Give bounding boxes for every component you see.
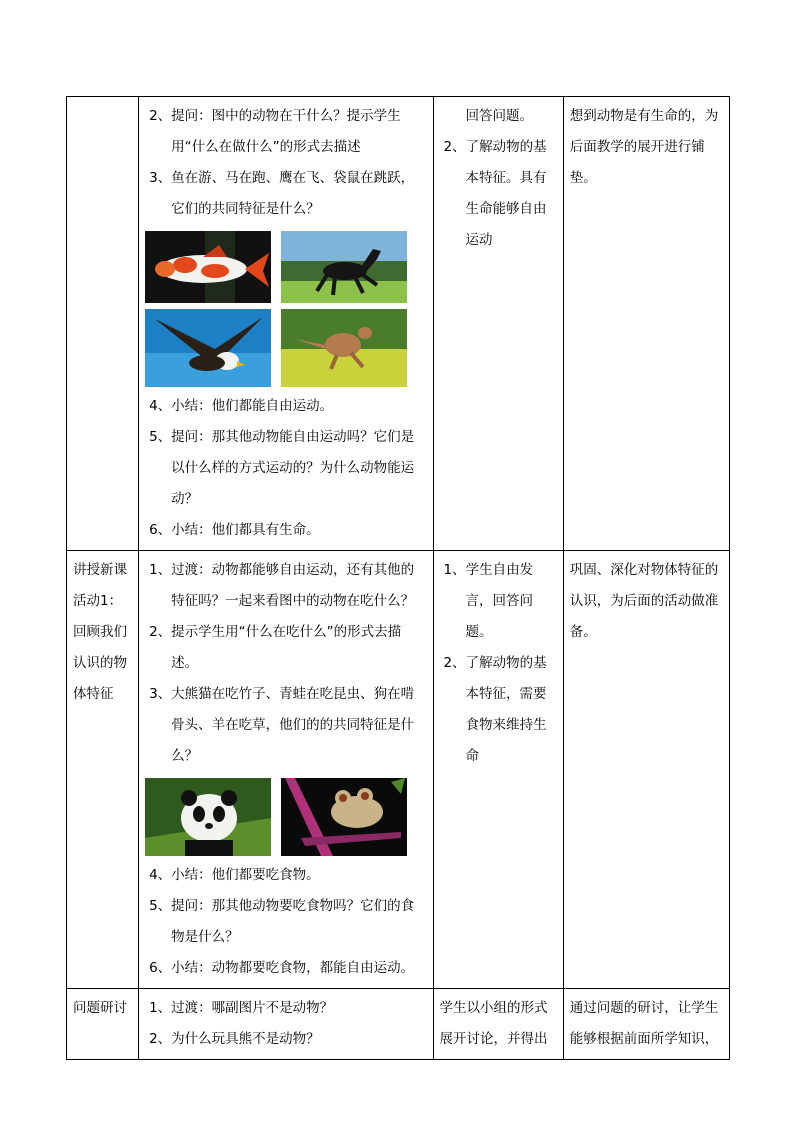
design-intent-cell xyxy=(563,551,729,989)
student-step: 1、学生自由发言，回答问题。 xyxy=(443,562,534,640)
teacher-step: 2、提示学生用“什么在吃什么”的形式去描述。 xyxy=(149,624,402,671)
table-row xyxy=(67,989,730,1060)
lesson-plan-table xyxy=(66,96,730,1060)
design-intent-text: 通过问题的研讨，让学生能够根据前面所学知识， xyxy=(569,1000,719,1047)
teacher-step: 3、鱼在游、马在跑、鹰在飞、袋鼠在跳跃，它们的共同特征是什么？ xyxy=(149,170,415,217)
student-step: 学生以小组的形式展开讨论，并得出 xyxy=(439,1000,548,1047)
stage-cell xyxy=(67,989,139,1060)
stage-text xyxy=(67,97,138,105)
student-step: 2、了解动物的基本特征，需要食物来维持生命 xyxy=(443,655,547,764)
teacher-step: 1、过渡：动物都能够自由运动，还有其他的特征吗？一起来看图中的动物在吃什么？ xyxy=(149,562,415,609)
student-step: 回答问题。 xyxy=(465,108,534,124)
teacher-activity-cell xyxy=(139,989,433,1060)
table-row xyxy=(67,97,730,551)
koi-fish-image xyxy=(145,231,271,303)
panda-image xyxy=(145,778,271,856)
teacher-step: 1、过渡：哪副图片不是动物？ xyxy=(149,1000,334,1016)
teacher-step: 6、小结：动物都要吃食物，都能自由运动。 xyxy=(149,960,415,976)
image-row xyxy=(145,778,426,856)
teacher-step: 2、为什么玩具熊不是动物？ xyxy=(149,1031,320,1047)
stage-text: 讲授新课活动1：回顾我们认识的物体特征 xyxy=(73,562,127,702)
horse-image xyxy=(281,231,407,303)
table-row xyxy=(67,551,730,989)
student-activity-cell xyxy=(433,989,563,1060)
student-activity-cell xyxy=(433,97,563,551)
design-intent-cell xyxy=(563,97,729,551)
design-intent-text: 想到动物是有生命的，为后面教学的展开进行铺垫。 xyxy=(569,108,719,186)
teacher-step: 5、提问：那其他动物要吃食物吗？它们的食物是什么？ xyxy=(149,898,415,945)
teacher-step: 4、小结：他们都能自由运动。 xyxy=(149,398,334,414)
student-step: 2、了解动物的基本特征。具有生命能够自由运动 xyxy=(443,139,547,248)
teacher-step: 5、提问：那其他动物能自由运动吗？它们是以什么样的方式运动的？为什么动物能运动？ xyxy=(149,429,415,507)
design-intent-text: 巩固、深化对物体特征的认识，为后面的活动做准备。 xyxy=(569,562,719,640)
stage-text: 问题研讨 xyxy=(73,1000,127,1016)
stage-cell xyxy=(67,551,139,989)
image-row xyxy=(145,309,426,387)
teacher-activity-cell xyxy=(139,551,433,989)
kangaroo-image xyxy=(281,309,407,387)
student-activity-cell xyxy=(433,551,563,989)
stage-cell xyxy=(67,97,139,551)
teacher-step: 3、大熊猫在吃竹子、青蛙在吃昆虫、狗在啃骨头、羊在吃草，他们的的共同特征是什么？ xyxy=(149,686,415,764)
teacher-activity-cell xyxy=(139,97,433,551)
teacher-step: 6、小结：他们都具有生命。 xyxy=(149,522,320,538)
eagle-image xyxy=(145,309,271,387)
design-intent-cell xyxy=(563,989,729,1060)
teacher-step: 2、提问：图中的动物在干什么？提示学生用“什么在做什么”的形式去描述 xyxy=(149,108,401,155)
frog-image xyxy=(281,778,407,856)
teacher-step: 4、小结：他们都要吃食物。 xyxy=(149,867,320,883)
image-row xyxy=(145,231,426,303)
